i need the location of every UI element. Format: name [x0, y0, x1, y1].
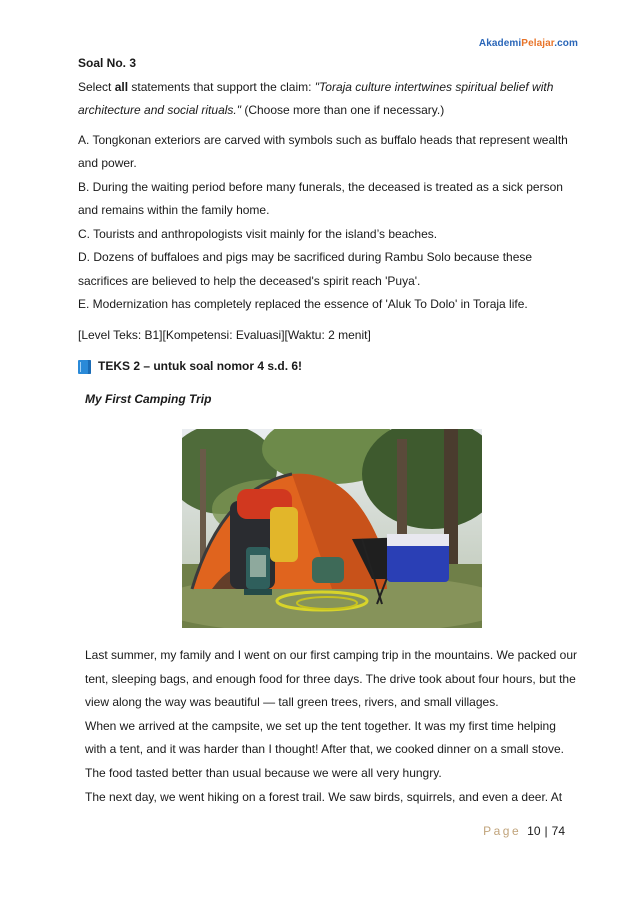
answer-options — [78, 129, 578, 317]
instruction-bold: all — [114, 79, 129, 94]
page-footer — [483, 824, 565, 838]
option-e: E. Modernization has completely replaced the essence of 'Aluk To Dolo' in Toraja life. — [78, 297, 528, 311]
camping-photo — [182, 429, 482, 628]
logo-part-1: Akademi — [478, 38, 522, 49]
text-2-heading — [78, 355, 578, 379]
option-a: A. Tongkonan exteriors are carved with symbols such as buffalo heads that represent wealth and power. — [78, 132, 568, 170]
option-d: D. Dozens of buffaloes and pigs may be sacrificed during Rambu Solo because these sacrifices are believed to help the deceased's spirit reach 'Puya'. — [78, 250, 533, 288]
claim-text: "Toraja culture intertwines spiritual belief with architecture and social rituals." — [78, 79, 554, 117]
question-section — [78, 52, 578, 411]
option-c: C. Tourists and anthropologists visit mainly for the island’s beaches. — [78, 226, 438, 241]
page-number: 10 — [527, 824, 541, 838]
book-icon — [78, 360, 91, 374]
instruction-mid: statements that support the claim: — [128, 79, 315, 94]
page-separator: | — [544, 824, 548, 838]
site-logo — [479, 38, 578, 49]
text-2-heading-label: TEKS 2 – untuk soal nomor 4 s.d. 6! — [98, 359, 303, 373]
total-pages: 74 — [551, 824, 565, 838]
question-title: Soal No. 3 — [78, 56, 137, 70]
logo-part-2: Pelajar — [521, 38, 555, 49]
instruction-post: (Choose more than one if necessary.) — [241, 103, 445, 117]
option-b: B. During the waiting period before many funerals, the deceased is treated as a sick person and remains within the family home. — [78, 179, 563, 217]
story-paragraph-1: Last summer, my family and I went on our first camping trip in the mountains. We packed our tent, sleeping bags, and enough food for three days. The drive took about four hours, but the view along the way was beautiful — tall green trees, rivers, and small villages. — [85, 648, 577, 710]
story-paragraph-2: When we arrived at the campsite, we set up the tent together. It was my first time helping with a tent, and it was harder than I thought! After that, we cooked dinner on a small stove. The food tasted better than usual because we were all very hungry. — [85, 718, 564, 780]
page-label: Page — [483, 824, 522, 838]
story-text — [85, 644, 580, 809]
instruction-pre: Select — [78, 79, 115, 94]
logo-part-3: .com — [554, 38, 578, 49]
story-paragraph-3: The next day, we went hiking on a forest trail. We saw birds, squirrels, and even a deer. At — [85, 789, 563, 804]
level-info: [Level Teks: B1][Kompetensi: Evaluasi][Waktu: 2 menit] — [78, 327, 371, 342]
question-instruction — [78, 76, 578, 123]
story-title: My First Camping Trip — [85, 391, 212, 406]
